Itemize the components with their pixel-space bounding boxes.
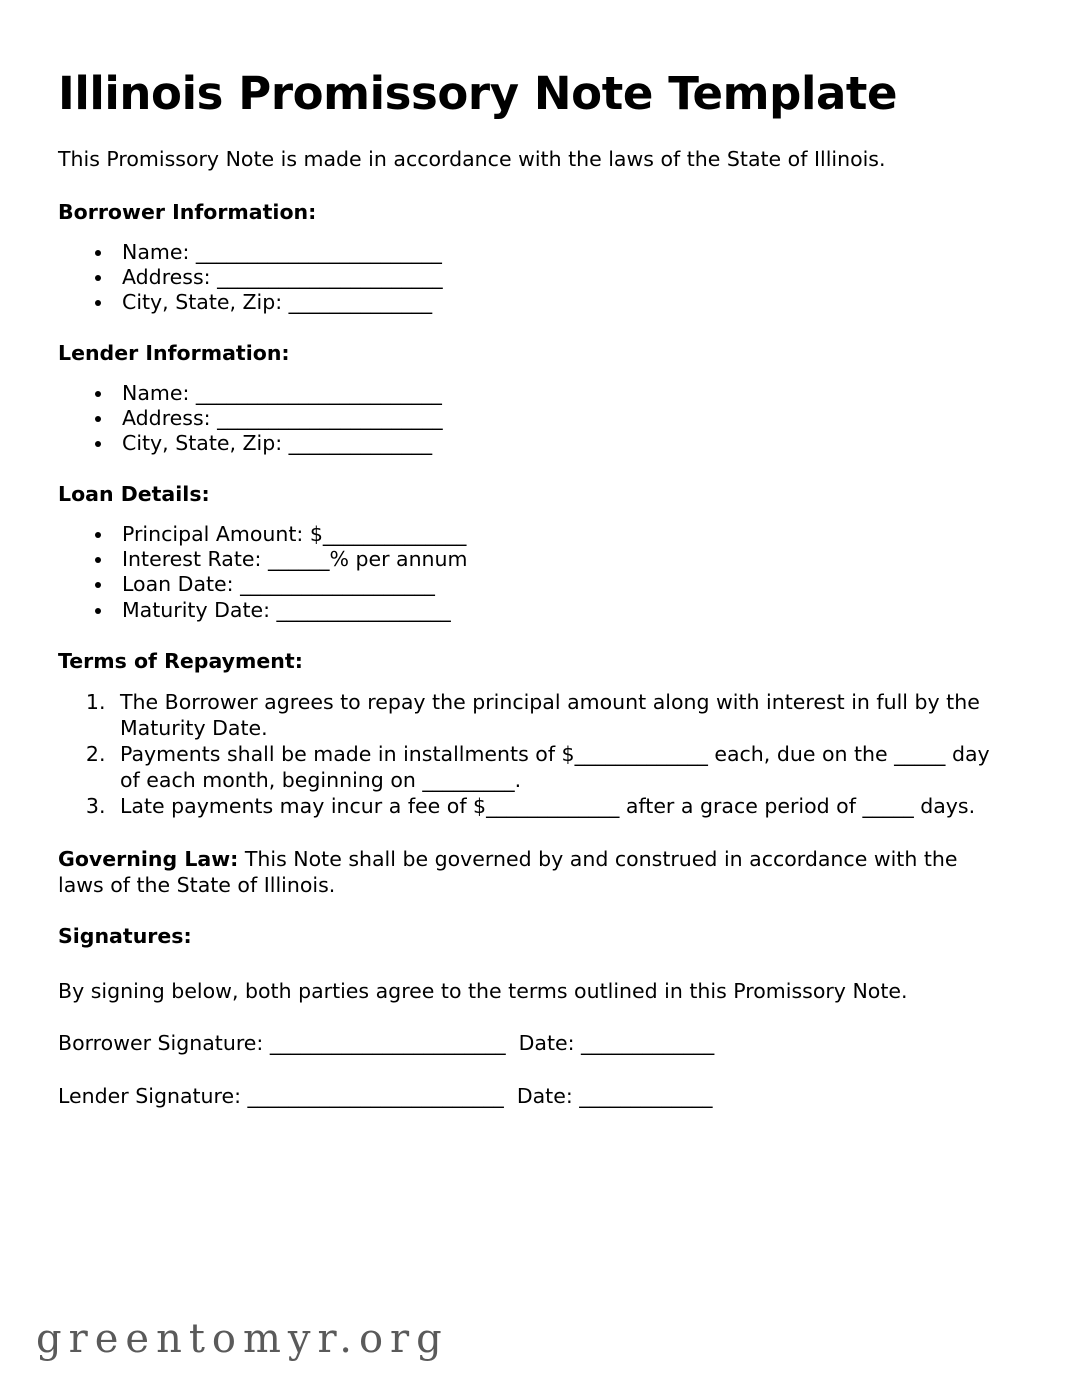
- list-item: 3. Late payments may incur a fee of $_____________ after a grace period of _____ days.: [112, 793, 1013, 819]
- loan-details-fields: [58, 522, 1013, 623]
- borrower-information-heading: Borrower Information:: [58, 199, 317, 224]
- list-item: • City, State, Zip: ______________: [114, 290, 1013, 315]
- lender-signature-line: Lender Signature: _________________________ Date: _____________: [58, 1084, 713, 1109]
- page-title: Illinois Promissory Note Template: [58, 67, 898, 120]
- loan-details-heading: Loan Details:: [58, 482, 210, 507]
- list-item: • Principal Amount: $______________: [114, 522, 1013, 547]
- list-item: • Name: ________________________: [114, 381, 1013, 406]
- terms-of-repayment-heading: Terms of Repayment:: [58, 648, 303, 673]
- governing-law-label: Governing Law:: [58, 846, 239, 871]
- list-item: 1. The Borrower agrees to repay the principal amount along with interest in full by the Maturity Date.: [112, 689, 1013, 741]
- list-item: • Name: ________________________: [114, 240, 1013, 265]
- site-watermark: greentomyr.org: [36, 1316, 449, 1362]
- borrower-information-fields: [58, 240, 1013, 316]
- intro-paragraph: This Promissory Note is made in accordance with the laws of the State of Illinois.: [58, 147, 886, 172]
- lender-information-fields: [58, 381, 1013, 457]
- list-item: • Interest Rate: ______% per annum: [114, 547, 1013, 572]
- list-item: • Loan Date: ___________________: [114, 572, 1013, 597]
- lender-information-heading: Lender Information:: [58, 341, 290, 366]
- terms-of-repayment-items: [58, 689, 1013, 819]
- list-item: 2. Payments shall be made in installments of $_____________ each, due on the _____ day of each month, beginning on _________.: [112, 741, 1013, 793]
- governing-law-text: This Note shall be governed by and construed in accordance with the laws of the State of Illinois.: [58, 846, 958, 897]
- list-item: • Address: ______________________: [114, 406, 1013, 431]
- borrower-signature-line: Borrower Signature: _______________________ Date: _____________: [58, 1031, 715, 1056]
- signatures-heading: Signatures:: [58, 924, 192, 949]
- list-item: • City, State, Zip: ______________: [114, 431, 1013, 456]
- list-item: • Maturity Date: _________________: [114, 598, 1013, 623]
- list-item: • Address: ______________________: [114, 265, 1013, 290]
- governing-law-paragraph: [58, 846, 988, 898]
- signatures-intro: By signing below, both parties agree to the terms outlined in this Promissory Note.: [58, 978, 908, 1003]
